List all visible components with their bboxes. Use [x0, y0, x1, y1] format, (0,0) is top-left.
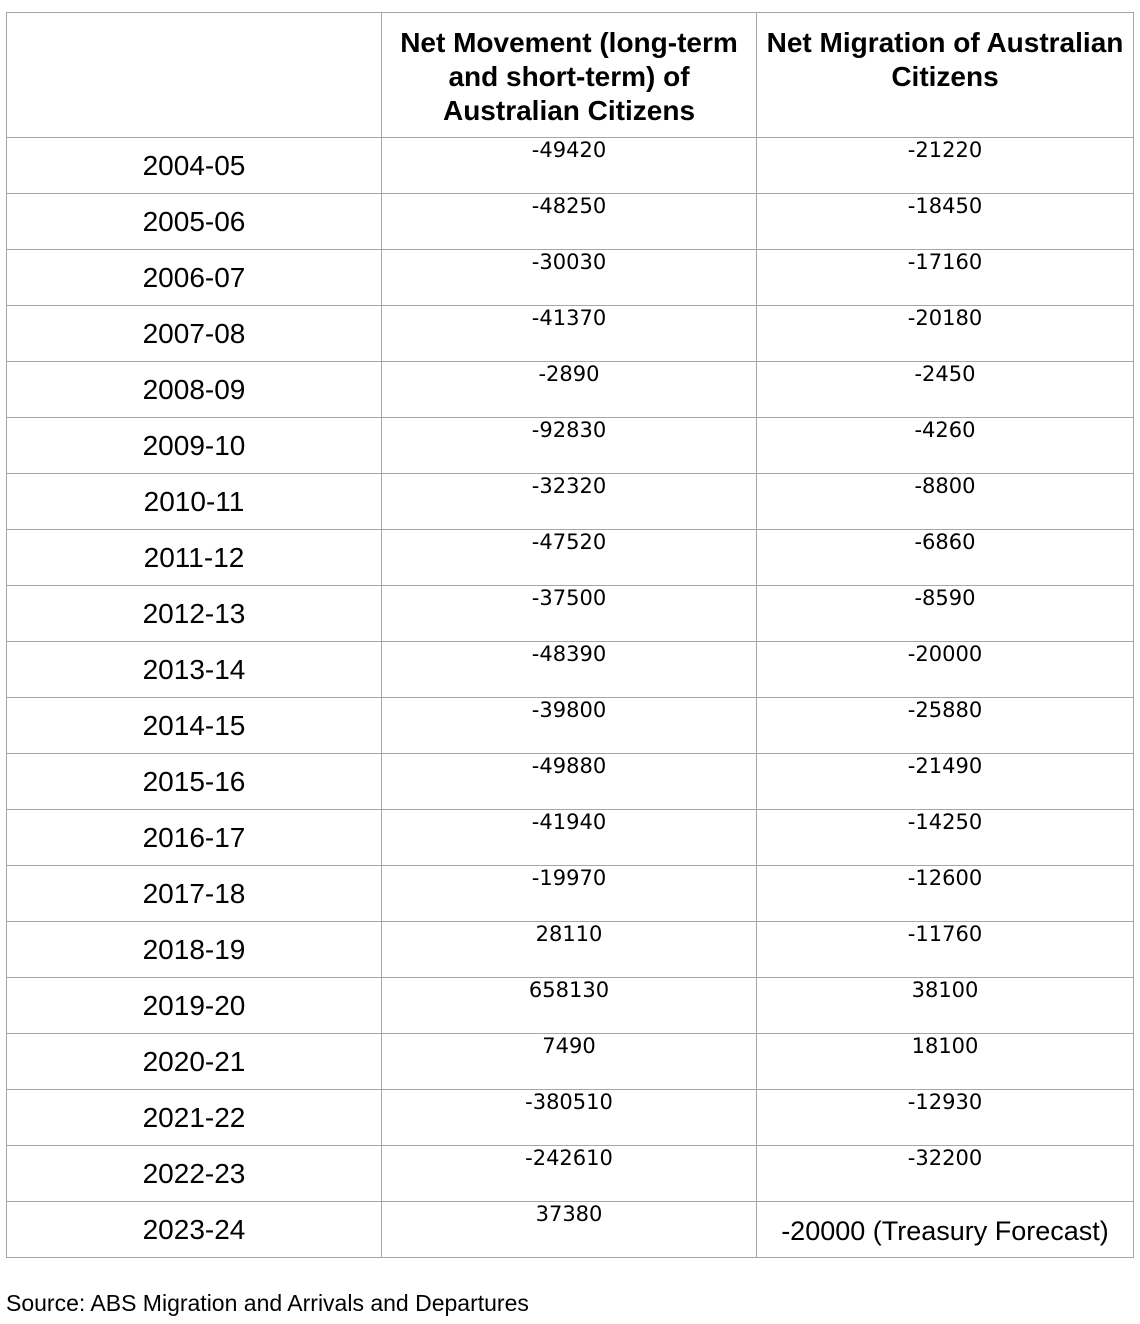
table-row: [7, 362, 1134, 418]
net-migration-cell: -11760: [757, 922, 1134, 978]
source-note: Source: ABS Migration and Arrivals and Departures: [6, 1290, 529, 1316]
table-row: [7, 138, 1134, 194]
net-migration-cell: -21490: [757, 754, 1134, 810]
net-migration-cell: 38100: [757, 978, 1134, 1034]
header-cell-net-migration: Net Migration of Australian Citizens: [757, 13, 1134, 138]
year-cell: 2010-11: [7, 474, 382, 530]
net-movement-cell: -49420: [382, 138, 757, 194]
header-cell-net-movement: Net Movement (long-term and short-term) of Australian Citizens: [382, 13, 757, 138]
net-movement-cell: -49880: [382, 754, 757, 810]
table-row: [7, 194, 1134, 250]
table-row: [7, 866, 1134, 922]
table-row: [7, 418, 1134, 474]
year-cell: 2005-06: [7, 194, 382, 250]
year-cell: 2014-15: [7, 698, 382, 754]
table-row: [7, 698, 1134, 754]
header-cell-year: [7, 13, 382, 138]
net-migration-cell: -12930: [757, 1090, 1134, 1146]
net-migration-cell: -8590: [757, 586, 1134, 642]
year-cell: 2006-07: [7, 250, 382, 306]
table-row: [7, 250, 1134, 306]
year-cell: 2004-05: [7, 138, 382, 194]
year-cell: 2017-18: [7, 866, 382, 922]
year-cell: 2021-22: [7, 1090, 382, 1146]
table-row: [7, 586, 1134, 642]
net-movement-cell: -48250: [382, 194, 757, 250]
net-movement-cell: -92830: [382, 418, 757, 474]
net-movement-cell: -19970: [382, 866, 757, 922]
table-row: [7, 810, 1134, 866]
year-cell: 2023-24: [7, 1202, 382, 1258]
net-migration-cell: -32200: [757, 1146, 1134, 1202]
net-movement-cell: 7490: [382, 1034, 757, 1090]
net-movement-cell: -39800: [382, 698, 757, 754]
year-cell: 2009-10: [7, 418, 382, 474]
year-cell: 2013-14: [7, 642, 382, 698]
table-row: [7, 1090, 1134, 1146]
table-row: [7, 1202, 1134, 1258]
net-movement-cell: -30030: [382, 250, 757, 306]
table-row: [7, 754, 1134, 810]
net-migration-cell: -20000: [757, 642, 1134, 698]
year-cell: 2020-21: [7, 1034, 382, 1090]
year-cell: 2012-13: [7, 586, 382, 642]
net-movement-cell: -2890: [382, 362, 757, 418]
net-movement-cell: 37380: [382, 1202, 757, 1258]
year-cell: 2007-08: [7, 306, 382, 362]
table-row: [7, 978, 1134, 1034]
net-movement-cell: -48390: [382, 642, 757, 698]
net-migration-cell: -18450: [757, 194, 1134, 250]
net-migration-cell: -4260: [757, 418, 1134, 474]
table-row: [7, 922, 1134, 978]
year-cell: 2015-16: [7, 754, 382, 810]
migration-table: [6, 12, 1134, 1258]
net-movement-cell: -380510: [382, 1090, 757, 1146]
net-migration-cell: -25880: [757, 698, 1134, 754]
net-movement-cell: -47520: [382, 530, 757, 586]
net-movement-cell: -37500: [382, 586, 757, 642]
net-movement-cell: -242610: [382, 1146, 757, 1202]
table-body: [7, 138, 1134, 1258]
year-cell: 2022-23: [7, 1146, 382, 1202]
net-migration-cell: -21220: [757, 138, 1134, 194]
net-migration-cell: -17160: [757, 250, 1134, 306]
net-migration-cell: -12600: [757, 866, 1134, 922]
net-migration-cell: -20000 (Treasury Forecast): [757, 1202, 1134, 1258]
net-movement-cell: 28110: [382, 922, 757, 978]
year-cell: 2008-09: [7, 362, 382, 418]
table-row: [7, 1146, 1134, 1202]
table-row: [7, 1034, 1134, 1090]
net-movement-cell: -41370: [382, 306, 757, 362]
year-cell: 2016-17: [7, 810, 382, 866]
net-migration-cell: -8800: [757, 474, 1134, 530]
net-movement-cell: 658130: [382, 978, 757, 1034]
table-row: [7, 530, 1134, 586]
net-movement-cell: -32320: [382, 474, 757, 530]
net-movement-cell: -41940: [382, 810, 757, 866]
year-cell: 2018-19: [7, 922, 382, 978]
table-row: [7, 642, 1134, 698]
net-migration-cell: -2450: [757, 362, 1134, 418]
table-row: [7, 474, 1134, 530]
net-migration-cell: 18100: [757, 1034, 1134, 1090]
table-header-row: [7, 13, 1134, 138]
table-row: [7, 306, 1134, 362]
net-migration-cell: -20180: [757, 306, 1134, 362]
net-migration-cell: -6860: [757, 530, 1134, 586]
year-cell: 2019-20: [7, 978, 382, 1034]
net-migration-cell: -14250: [757, 810, 1134, 866]
year-cell: 2011-12: [7, 530, 382, 586]
